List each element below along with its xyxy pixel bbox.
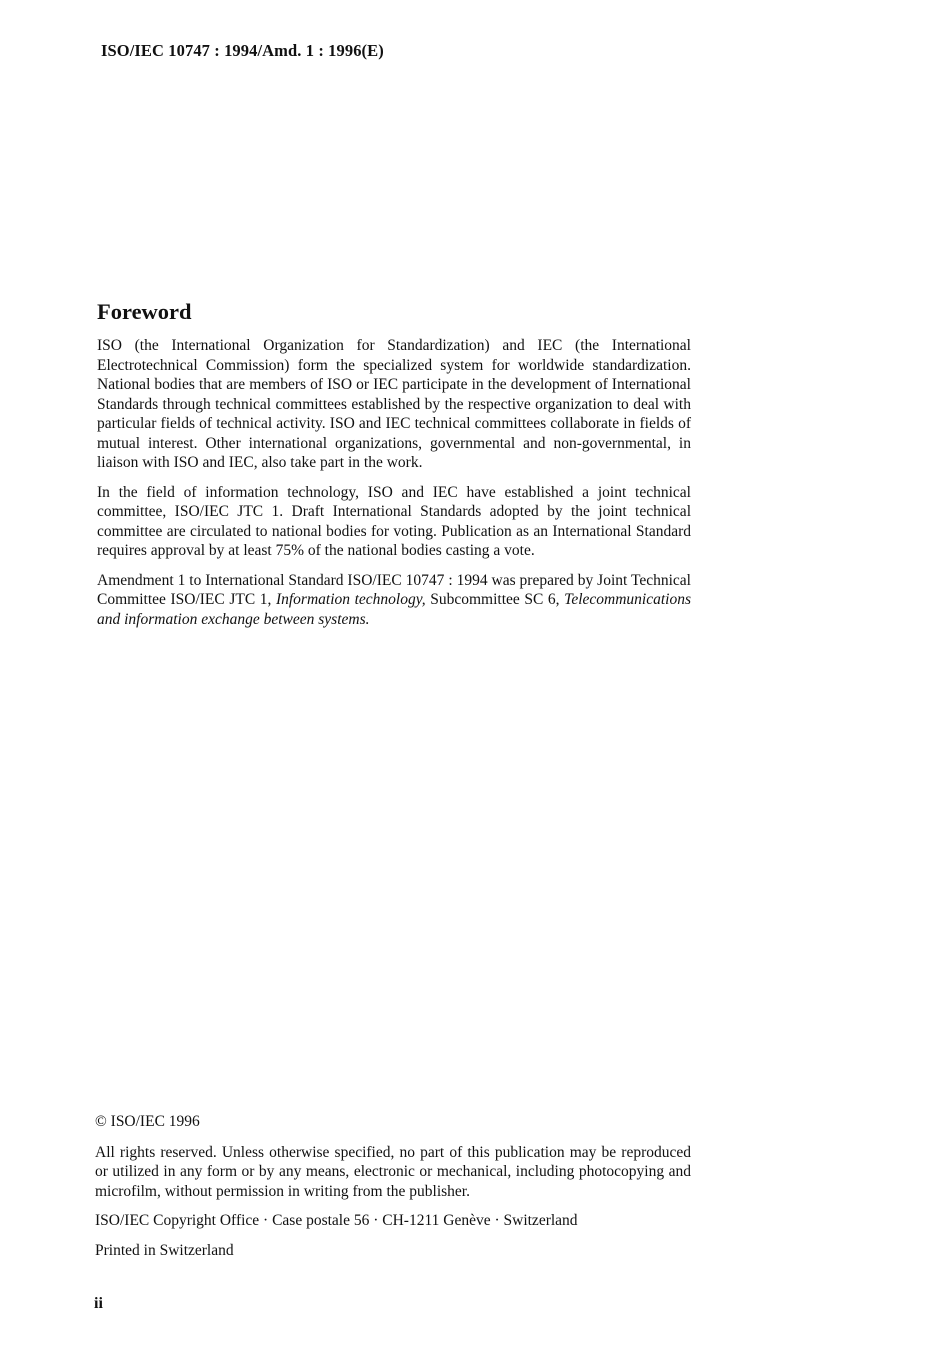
foreword-heading: Foreword (97, 299, 192, 324)
paragraph-3-text-a: Amendment 1 to International Standard ISO/IEC 10747 : 1994 was prepared by Joint Technical Committee ISO/IEC JTC 1, (97, 571, 691, 608)
running-header: ISO/IEC 10747 : 1994/Amd. 1 : 1996(E) (101, 41, 384, 60)
page-number: ii (94, 1295, 103, 1312)
paragraph-3-italic-b: Telecommunications and information exchange between systems. (97, 591, 692, 628)
foreword-paragraph-3 (97, 571, 691, 630)
copyright-rights: All rights reserved. Unless otherwise specified, no part of this publication may be reproduced or utilized in any form or by any means, electronic or mechanical, including photocopying and microfilm, without permission in writing from the publisher. (95, 1143, 691, 1200)
foreword-section (97, 298, 691, 638)
copyright-notice: © ISO/IEC 1996 (95, 1113, 200, 1130)
copyright-office: ISO/IEC Copyright Office · Case postale 56 · CH-1211 Genève · Switzerland (95, 1212, 578, 1229)
printed-in: Printed in Switzerland (95, 1241, 234, 1259)
copyright-section (95, 1112, 691, 1260)
foreword-paragraph-1: ISO (the International Organization for Standardization) and IEC (the International Electrotechnical Commission) form the specialized system for worldwide standardization. National bodies that are members of ISO or IEC participate in the development of International Standards through technical committees established by the respective organization to deal with particular fields of technical activity. ISO and IEC technical committees collaborate in fields of mutual interest. Other international organizations, governmental and non-governmental, in liaison with ISO and IEC, also take part in the work. (97, 337, 691, 471)
foreword-paragraph-2: In the field of information technology, ISO and IEC have established a joint technical committee, ISO/IEC JTC 1. Draft International Standards adopted by the joint technical committee are circulated to national bodies for voting. Publication as an International Standard requires approval by at least 75% of the national bodies casting a vote. (97, 483, 691, 559)
paragraph-3-text-b: Subcommittee SC 6, (425, 591, 565, 608)
paragraph-3-italic-a: Information technology, (275, 591, 426, 608)
